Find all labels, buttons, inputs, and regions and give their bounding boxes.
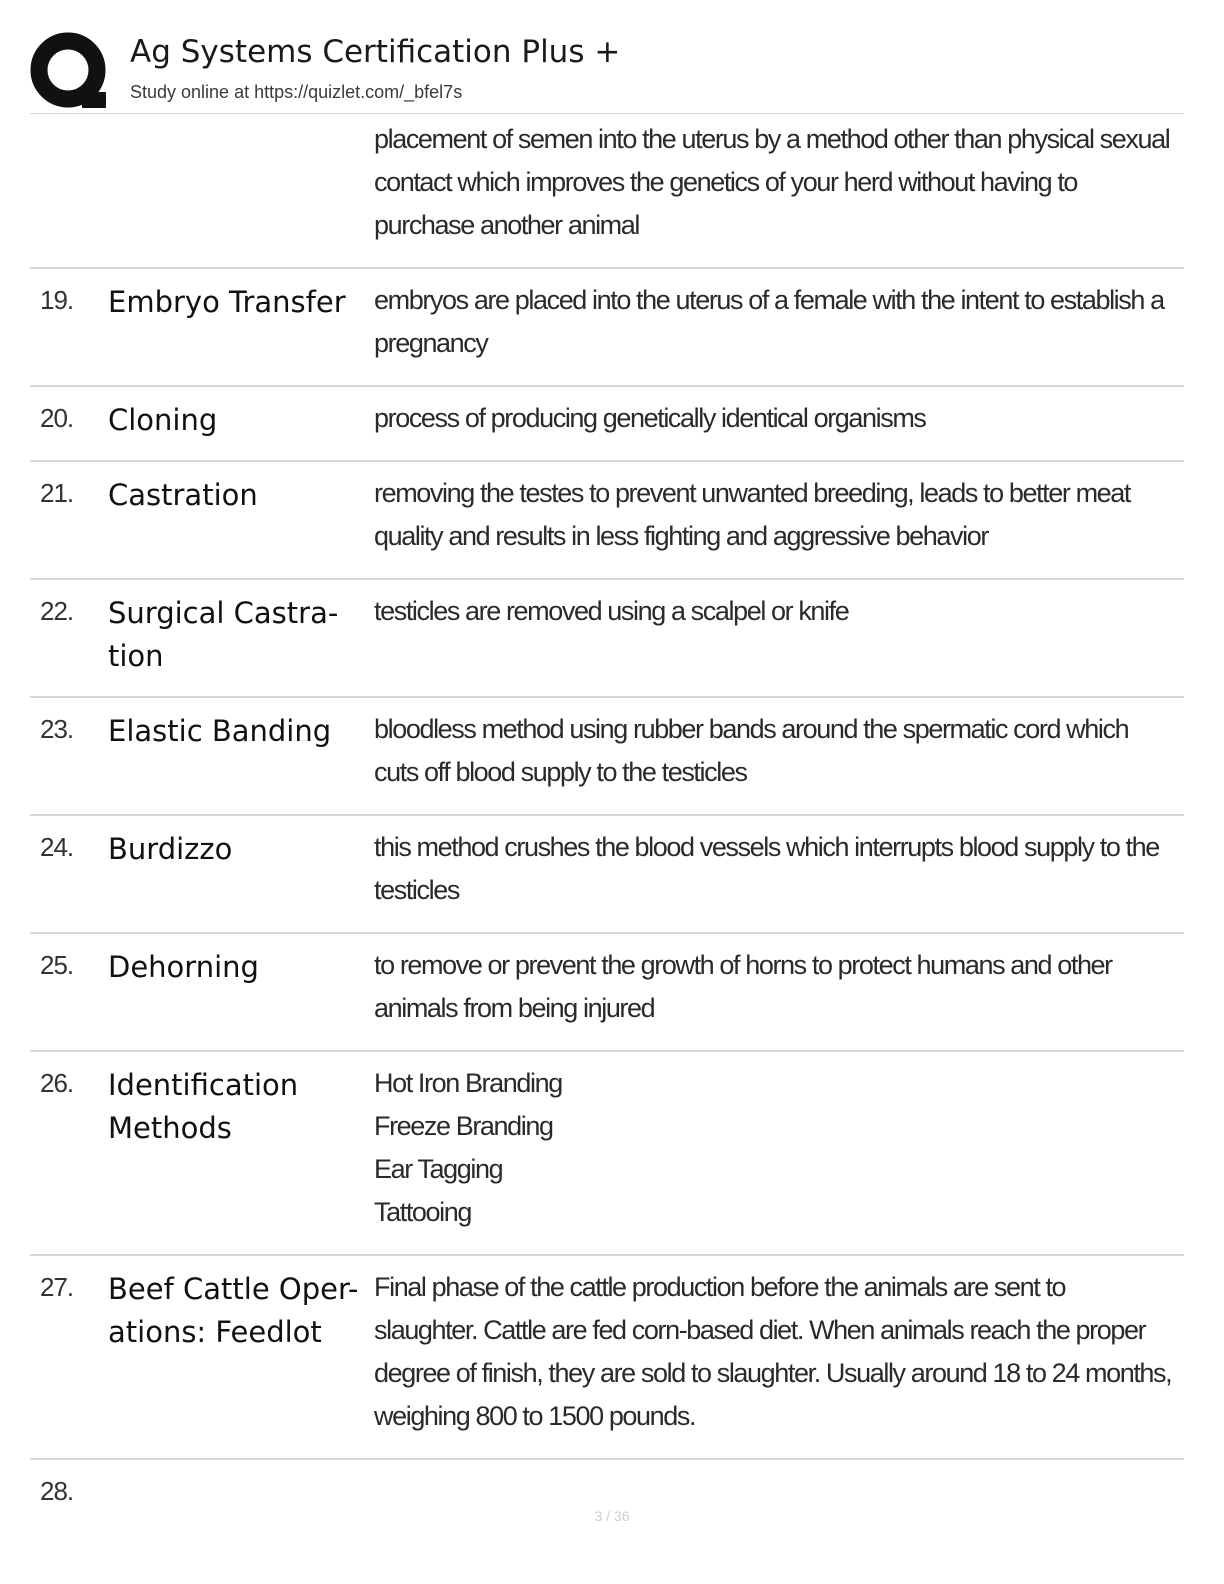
card-term: Cloning: [108, 403, 218, 437]
card-row: [30, 698, 1184, 816]
card-row: [30, 580, 1184, 698]
card-row: [30, 269, 1184, 387]
card-term: Elastic Banding: [108, 714, 332, 748]
card-row: [30, 934, 1184, 1052]
set-title: Ag Systems Certification Plus +: [130, 34, 621, 70]
card-definition: Final phase of the cattle production before the animals are sent to slaughter. Cattle are fed corn-based diet. When animals reach the proper degree of finish, they are sold to slaughter. Usually around 18 to 24 months, weighing 800 to 1500 pounds.: [374, 1272, 1172, 1431]
card-row: [30, 387, 1184, 462]
page-number: 3 / 36: [594, 1508, 630, 1524]
page-header: [30, 28, 1190, 114]
card-term: Embryo Transfer: [108, 285, 346, 319]
card-definition: embryos are placed into the uterus of a female with the intent to establish a pregnancy: [374, 285, 1164, 358]
card-row: [30, 1052, 1184, 1256]
card-number: 22.: [40, 596, 74, 626]
card-term: Surgical Castra- tion: [108, 596, 339, 673]
card-number: 21.: [40, 478, 74, 508]
card-term: Beef Cattle Oper- ations: Feedlot: [108, 1272, 359, 1349]
card-definition: to remove or prevent the growth of horns to protect humans and other animals from being injured: [374, 950, 1112, 1023]
card-number: 26.: [40, 1068, 74, 1098]
card-definition: Hot Iron Branding Freeze Branding Ear Tagging Tattooing: [374, 1068, 562, 1227]
card-number: 24.: [40, 832, 74, 862]
card-term: Dehorning: [108, 950, 259, 984]
card-number: 23.: [40, 714, 74, 744]
card-definition: placement of semen into the uterus by a method other than physical sexual contact which improves the genetics of your herd without having to purchase another animal: [374, 124, 1170, 240]
card-number: 27.: [40, 1272, 74, 1302]
card-definition: removing the testes to prevent unwanted breeding, leads to better meat quality and results in less fighting and aggressive behavior: [374, 478, 1131, 551]
flashcard-list: [30, 114, 1184, 1530]
card-row: [30, 816, 1184, 934]
card-row: [30, 114, 1184, 269]
quizlet-logo-icon: [30, 32, 110, 112]
card-number: 19.: [40, 285, 74, 315]
study-online-link[interactable]: Study online at https://quizlet.com/_bfel7s: [130, 82, 463, 102]
card-number: 28.: [40, 1476, 74, 1506]
card-term: Castration: [108, 478, 258, 512]
card-row: [30, 462, 1184, 580]
card-number: 25.: [40, 950, 74, 980]
card-row: [30, 1256, 1184, 1460]
card-definition: testicles are removed using a scalpel or knife: [374, 596, 849, 626]
card-number: 20.: [40, 403, 74, 433]
card-definition: this method crushes the blood vessels which interrupts blood supply to the testicles: [374, 832, 1159, 905]
card-definition: process of producing genetically identical organisms: [374, 403, 926, 433]
card-term: Burdizzo: [108, 832, 233, 866]
card-term: Identification Methods: [108, 1068, 299, 1145]
card-definition: bloodless method using rubber bands around the spermatic cord which cuts off blood supply to the testicles: [374, 714, 1129, 787]
